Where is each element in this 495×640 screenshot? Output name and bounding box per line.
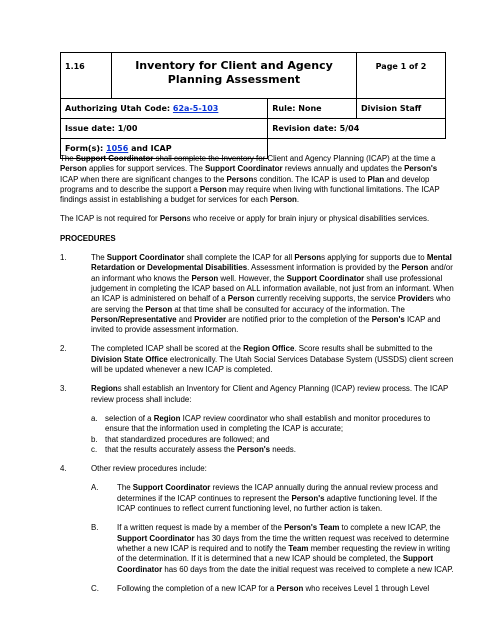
form-1056-link[interactable]: 1056	[106, 144, 129, 153]
forms-label: Form(s):	[65, 144, 104, 153]
policy-number: 1.16	[61, 53, 112, 99]
rule: Rule: None	[268, 99, 357, 119]
authorizing-code-link[interactable]: 62a-5-103	[172, 104, 219, 113]
procedures-heading: PROCEDURES	[60, 233, 116, 243]
list-item: C. Following the completion of a new ICAP for a Person who receives Level 1 through Level	[91, 583, 430, 593]
list-item: c. that the results accurately assess the Person's needs.	[91, 444, 296, 454]
revision-date: Revision date: 5/04	[268, 119, 446, 139]
list-item: b. that standardized procedures are followed; and	[91, 434, 270, 444]
review-process-list	[91, 414, 456, 455]
procedure-item-4: 4. Other review procedures include: A. The Support Coordinator reviews the ICAP annually during the annual review process and determines if the ICAP continues to represent the Person's adaptive functioning level. If the ICAP continues to reflect current functioning level, no further action is taken. B. If a written request is made by a member of the Person's Team to complete a new ICAP, the Support Coordinator has 30 days from the time the written request was received to determine whether a new ICAP is required and to notify the Team member requesting the review in writing of the determination. If it is determined that a new ICAP should be completed, the Support Coordinator has 60 days from the date the initial request was received to complete a new ICAP. C. Following the completion of a new ICAP for a Person who receives Level 1 through Level	[60, 464, 456, 594]
procedure-item-1: 1. The Support Coordinator shall complete the ICAP for all Persons applying for supports due to Mental Retardation or Developmental Disabilities. Assessment information is provided by the Person and/or an informant who knows the Person well. However, the Support Coordinator shall use professional judgement in completing the ICAP based on ALL information available, not just from an informant. When an ICAP is administered on behalf of a Person currently receiving supports, the service Providers who are serving the Person at that time shall be consulted for accuracy of the information. The Person/Representative and Provider are notified prior to the completion of the Person's ICAP and invited to provide assessment information.	[60, 253, 454, 335]
authorizing-label: Authorizing Utah Code:	[65, 104, 171, 113]
list-item: B. If a written request is made by a member of the Person's Team to complete a new ICAP, the Support Coordinator has 30 days from the time the written request was received to determine whether a new ICAP is required and to notify the Team member requesting the review in writing of the determination. If it is determined that a new ICAP should be completed, the Support Coordinator has 60 days from the date the initial request was received to complete a new ICAP.	[91, 523, 454, 574]
forms-rest: and ICAP	[131, 144, 172, 153]
page-indicator: Page 1 of 2	[357, 53, 446, 99]
authorizing-code	[61, 99, 268, 119]
policy-header-table	[60, 52, 446, 159]
intro-paragraph-2: The ICAP is not required for Persons who receive or apply for brain injury or physical disabilities services.	[60, 214, 430, 224]
policy-body	[60, 154, 456, 603]
issue-date: Issue date: 1/00	[61, 119, 268, 139]
intro-paragraph-1: The Support Coordinator shall complete the Inventory for Client and Agency Planning (ICAP) at the time a Person applies for support services. The Support Coordinator reviews annually and updates the Person's ICAP when there are significant changes to the Persons condition. The ICAP is used to Plan and develop programs and to describe the support a Person may require when living with functional limitations. The ICAP findings assist in establishing a budget for services for each Person.	[60, 154, 440, 205]
list-item: A. The Support Coordinator reviews the ICAP annually during the annual review process and determines if the ICAP continues to represent the Person's adaptive functioning level. If the ICAP continues to reflect current functioning level, no further action is taken.	[91, 483, 438, 514]
procedure-item-3: 3. Regions shall establish an Inventory for Client and Agency Planning (ICAP) review process. The ICAP review process shall include: a. selection of a Region ICAP review coordinator who shall establish and monitor procedures to ensure that the information used in completing the ICAP is accurate; b. that standardized procedures are followed; and c. that the results accurately assess the Person's needs.	[60, 384, 456, 455]
division-staff: Division Staff	[357, 99, 446, 119]
list-item: a. selection of a Region ICAP review coordinator who shall establish and monitor procedures to ensure that the information used in completing the ICAP is accurate;	[91, 413, 431, 434]
procedure-item-2: 2. The completed ICAP shall be scored at the Region Office. Score results shall be submitted to the Division State Office electronically. The Utah Social Services Database System (USSDS) client screen will be updated whenever a new ICAP is completed.	[60, 344, 454, 375]
policy-title: Inventory for Client and Agency Planning Assessment	[112, 53, 357, 99]
